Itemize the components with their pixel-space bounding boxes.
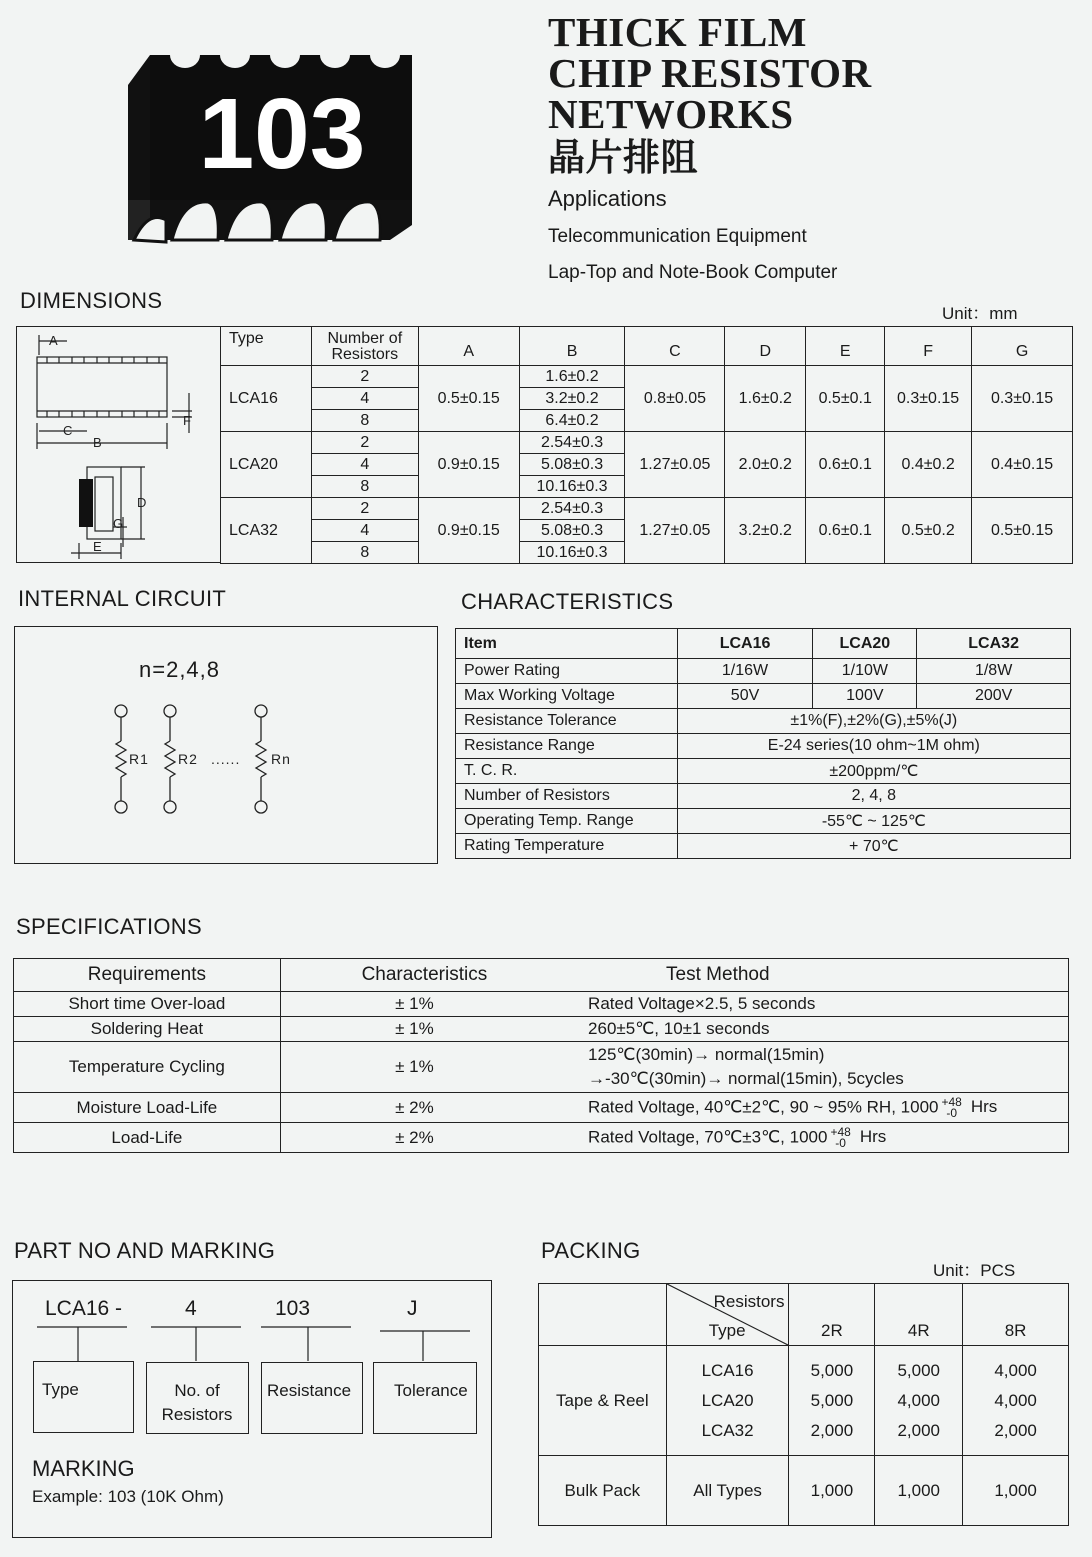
part-label-resistance-box	[261, 1362, 363, 1434]
number-cell: 2	[311, 432, 418, 454]
application-item: Lap-Top and Note-Book Computer	[548, 262, 838, 283]
qty-value: 4,000	[994, 1390, 1037, 1410]
table-row	[221, 366, 1073, 388]
number-cell: 2	[311, 498, 418, 520]
marking-example: Example: 103 (10K Ohm)	[32, 1487, 224, 1506]
requirement-cell: Moisture Load-Life	[14, 1093, 281, 1123]
circuit-diagram	[15, 627, 439, 865]
item-cell: Max Working Voltage	[456, 684, 678, 709]
diagonal-bottom-label: Type	[708, 1321, 746, 1340]
specifications-heading: SPECIFICATIONS	[16, 914, 202, 939]
part-label-type: Type	[42, 1380, 79, 1399]
col-header-requirements: Requirements	[14, 959, 281, 992]
dim-label-e: E	[93, 539, 102, 554]
part-no-box	[12, 1280, 492, 1538]
item-cell: T. C. R.	[456, 759, 678, 784]
value-cell: E-24 series(10 ohm~1M ohm)	[677, 734, 1070, 759]
col-header-item: Item	[456, 629, 678, 659]
col-header-type: Type	[221, 327, 312, 366]
title-line-2: CHIP RESISTOR	[548, 50, 872, 96]
characteristic-cell: ± 1%	[280, 992, 548, 1017]
table-row	[456, 709, 1071, 734]
a-cell: 0.5±0.15	[418, 366, 519, 432]
test-method-unit: Hrs	[970, 1096, 998, 1116]
number-cell: 8	[311, 410, 418, 432]
characteristic-cell: ± 1%	[280, 1017, 548, 1042]
c-cell: 0.8±0.05	[625, 366, 725, 432]
c-cell: 1.27±0.05	[625, 432, 725, 498]
packing-table	[538, 1283, 1069, 1526]
table-row	[456, 809, 1071, 834]
type-value: LCA32	[701, 1420, 754, 1440]
test-method-cell: 260±5℃, 10±1 seconds	[548, 1017, 1068, 1042]
requirement-cell: Soldering Heat	[14, 1017, 281, 1042]
qty-8r-cell	[963, 1346, 1069, 1456]
b-cell: 10.16±0.3	[519, 542, 625, 564]
type-value: LCA20	[701, 1390, 754, 1410]
qty-value: 1,000	[963, 1456, 1069, 1526]
part-label-resistance: Resistance	[267, 1381, 352, 1400]
bulk-pack-label: Bulk Pack	[539, 1456, 667, 1526]
number-cell: 4	[311, 520, 418, 542]
header-empty	[539, 1284, 667, 1346]
tape-types-cell	[666, 1346, 789, 1456]
circuit-box	[14, 626, 438, 864]
qty-value: 5,000	[810, 1390, 854, 1410]
b-cell: 3.2±0.2	[519, 388, 625, 410]
resistor-label-rn: Rn	[271, 751, 291, 767]
value-cell: 100V	[813, 684, 917, 709]
part-label-tolerance: Tolerance	[394, 1381, 468, 1400]
b-cell: 2.54±0.3	[519, 432, 625, 454]
table-row	[221, 432, 1073, 454]
value-cell: 50V	[677, 684, 813, 709]
tape-reel-label: Tape & Reel	[539, 1346, 667, 1456]
dim-label-c: C	[63, 423, 73, 438]
test-method-cell	[548, 1042, 1068, 1093]
qty-2r-cell	[789, 1346, 875, 1456]
tolerance-sup: +48	[941, 1094, 962, 1109]
item-cell: Rating Temperature	[456, 834, 678, 859]
application-item: Telecommunication Equipment	[548, 226, 807, 247]
b-cell: 10.16±0.3	[519, 476, 625, 498]
resistor-label-r1: R1	[129, 751, 149, 767]
type-cell: LCA16	[221, 366, 312, 432]
col-header-c: C	[625, 327, 725, 366]
col-header-lca16: LCA16	[677, 629, 813, 659]
product-title	[548, 9, 872, 181]
table-row	[456, 734, 1071, 759]
col-header-g: G	[972, 327, 1073, 366]
qty-value: 2,000	[897, 1420, 941, 1440]
col-header-4r: 4R	[875, 1284, 963, 1346]
type-cell: LCA32	[221, 498, 312, 564]
characteristics-table	[455, 628, 1071, 859]
col-header-8r: 8R	[963, 1284, 1069, 1346]
test-method-line: →-30℃(30min)→ normal(15min), 5cycles	[588, 1069, 904, 1088]
part-no-heading: PART NO AND MARKING	[14, 1238, 276, 1263]
col-header-number: Number of Resistors	[311, 327, 418, 366]
title-line-1: THICK FILM	[548, 9, 807, 55]
value-cell: 1/10W	[813, 659, 917, 684]
dim-label-b: B	[93, 435, 102, 450]
number-cell: 4	[311, 454, 418, 476]
c-cell: 1.27±0.05	[625, 498, 725, 564]
table-row	[539, 1456, 1069, 1526]
a-cell: 0.9±0.15	[418, 498, 519, 564]
qty-value: 2,000	[810, 1420, 854, 1440]
test-method-cell: Rated Voltage×2.5, 5 seconds	[548, 992, 1068, 1017]
header-diagonal	[666, 1284, 789, 1346]
part-label-number-box	[146, 1362, 249, 1434]
g-cell: 0.4±0.15	[972, 432, 1073, 498]
title-chinese: 晶片排阻	[548, 136, 698, 179]
value-cell: 1/8W	[917, 659, 1071, 684]
number-cell: 8	[311, 542, 418, 564]
characteristic-cell: ± 2%	[280, 1123, 548, 1153]
g-cell: 0.3±0.15	[972, 366, 1073, 432]
col-header-d: D	[725, 327, 806, 366]
table-row	[14, 1093, 1069, 1123]
f-cell: 0.4±0.2	[885, 432, 972, 498]
qty-value: 4,000	[994, 1360, 1037, 1380]
value-cell: -55℃ ~ 125℃	[677, 809, 1070, 834]
part-code-number: 4	[185, 1297, 197, 1320]
dimensions-diagram-box	[16, 326, 220, 563]
col-header-2r: 2R	[789, 1284, 875, 1346]
dim-label-g: G	[113, 516, 124, 531]
requirement-cell: Temperature Cycling	[14, 1042, 281, 1093]
test-method-text: Rated Voltage, 40℃±2℃, 90 ~ 95% RH, 1000	[588, 1096, 939, 1116]
d-cell: 1.6±0.2	[725, 366, 806, 432]
dim-label-d: D	[137, 495, 147, 510]
circuit-heading: INTERNAL CIRCUIT	[18, 586, 227, 611]
e-cell: 0.5±0.1	[806, 366, 885, 432]
diagonal-top-label: Resistors	[713, 1292, 785, 1311]
qty-value: 2,000	[994, 1420, 1037, 1440]
part-label-type-box	[33, 1361, 134, 1433]
a-cell: 0.9±0.15	[418, 432, 519, 498]
b-cell: 6.4±0.2	[519, 410, 625, 432]
circuit-n-label: n=2,4,8	[139, 657, 221, 682]
characteristics-heading: CHARACTERISTICS	[461, 589, 674, 614]
test-method-text: Rated Voltage, 70℃±3℃, 1000	[588, 1126, 828, 1146]
qty-value: 5,000	[897, 1360, 941, 1380]
value-cell: + 70℃	[677, 834, 1070, 859]
d-cell: 2.0±0.2	[725, 432, 806, 498]
e-cell: 0.6±0.1	[806, 432, 885, 498]
characteristic-cell: ± 1%	[280, 1042, 548, 1093]
tolerance-sub: -0	[946, 1105, 957, 1120]
requirement-cell: Short time Over-load	[14, 992, 281, 1017]
f-cell: 0.5±0.2	[885, 498, 972, 564]
part-label-number: No. of Resistors	[161, 1381, 233, 1424]
part-code-type: LCA16 -	[45, 1297, 123, 1320]
value-cell: 2, 4, 8	[677, 784, 1070, 809]
type-cell: LCA20	[221, 432, 312, 498]
packing-unit: Unit：PCS	[933, 1261, 1016, 1280]
test-method-cell	[548, 1123, 1068, 1153]
qty-value: 1,000	[789, 1456, 875, 1526]
dimensions-table	[220, 326, 1073, 564]
number-cell: 8	[311, 476, 418, 498]
table-row	[14, 1042, 1069, 1093]
qty-value: 4,000	[897, 1390, 941, 1410]
table-row	[456, 759, 1071, 784]
table-row	[221, 498, 1073, 520]
col-header-characteristics: Characteristics	[280, 959, 548, 992]
part-code-resistance: 103	[275, 1297, 311, 1320]
number-cell: 4	[311, 388, 418, 410]
bulk-type-value: All Types	[666, 1456, 789, 1526]
chip-illustration	[120, 50, 420, 245]
value-cell: 1/16W	[677, 659, 813, 684]
table-header-row	[456, 629, 1071, 659]
f-cell: 0.3±0.15	[885, 366, 972, 432]
resistor-label-r2: R2	[178, 751, 198, 767]
tolerance-sub: -0	[835, 1135, 846, 1150]
tolerance-sup: +48	[830, 1124, 851, 1139]
col-header-a: A	[418, 327, 519, 366]
dim-label-f: F	[183, 413, 191, 428]
specifications-table	[13, 958, 1069, 1153]
test-method-cell	[548, 1093, 1068, 1123]
b-cell: 2.54±0.3	[519, 498, 625, 520]
b-cell: 5.08±0.3	[519, 520, 625, 542]
item-cell: Operating Temp. Range	[456, 809, 678, 834]
circuit-ellipsis: ......	[211, 751, 241, 767]
item-cell: Power Rating	[456, 659, 678, 684]
part-code-tolerance: J	[407, 1297, 418, 1320]
table-row	[456, 659, 1071, 684]
type-value: LCA16	[701, 1360, 754, 1380]
table-row	[456, 834, 1071, 859]
col-header-f: F	[885, 327, 972, 366]
table-header-row	[14, 959, 1069, 992]
col-header-b: B	[519, 327, 625, 366]
col-header-e: E	[806, 327, 885, 366]
item-cell: Resistance Tolerance	[456, 709, 678, 734]
value-cell: 200V	[917, 684, 1071, 709]
qty-value: 1,000	[875, 1456, 963, 1526]
item-cell: Resistance Range	[456, 734, 678, 759]
part-label-tolerance-box	[373, 1362, 477, 1434]
chip-marking: 103	[198, 78, 366, 190]
table-row	[14, 1123, 1069, 1153]
title-line-3: NETWORKS	[548, 91, 794, 137]
dimensions-unit: Unit：mm	[942, 304, 1018, 323]
characteristic-cell: ± 2%	[280, 1093, 548, 1123]
b-cell: 1.6±0.2	[519, 366, 625, 388]
qty-value: 5,000	[810, 1360, 854, 1380]
g-cell: 0.5±0.15	[972, 498, 1073, 564]
applications-heading: Applications	[548, 186, 667, 211]
dimensions-heading: DIMENSIONS	[20, 288, 163, 313]
table-row	[14, 992, 1069, 1017]
dimensions-diagram	[17, 327, 221, 564]
qty-4r-cell	[875, 1346, 963, 1456]
table-row	[456, 684, 1071, 709]
value-cell: ±200ppm/℃	[677, 759, 1070, 784]
packing-heading: PACKING	[541, 1238, 641, 1263]
table-row	[539, 1346, 1069, 1456]
test-method-line: 125℃(30min)→ normal(15min)	[588, 1045, 825, 1064]
marking-heading: MARKING	[32, 1456, 135, 1481]
number-cell: 2	[311, 366, 418, 388]
col-header-test-method: Test Method	[548, 959, 1068, 992]
b-cell: 5.08±0.3	[519, 454, 625, 476]
test-method-unit: Hrs	[859, 1126, 887, 1146]
value-cell: ±1%(F),±2%(G),±5%(J)	[677, 709, 1070, 734]
col-header-lca32: LCA32	[917, 629, 1071, 659]
table-row	[456, 784, 1071, 809]
item-cell: Number of Resistors	[456, 784, 678, 809]
d-cell: 3.2±0.2	[725, 498, 806, 564]
dim-label-a: A	[49, 333, 58, 348]
e-cell: 0.6±0.1	[806, 498, 885, 564]
col-header-lca20: LCA20	[813, 629, 917, 659]
requirement-cell: Load-Life	[14, 1123, 281, 1153]
table-row	[14, 1017, 1069, 1042]
table-header-row	[539, 1284, 1069, 1346]
